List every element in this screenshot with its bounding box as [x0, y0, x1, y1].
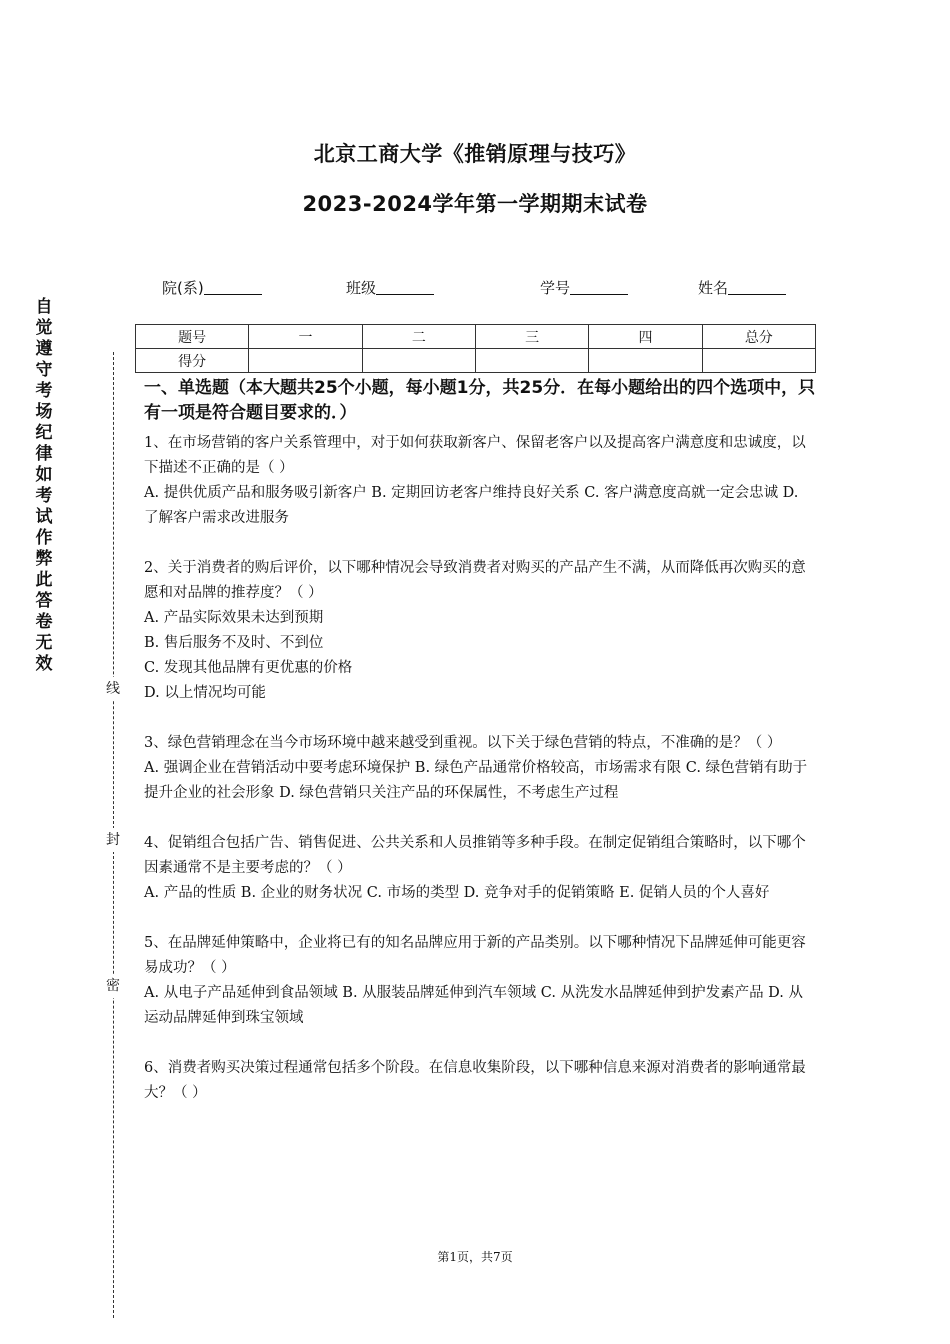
score-table-cell: 总分	[702, 325, 815, 349]
class-field	[346, 277, 434, 298]
score-input-cell[interactable]	[362, 349, 475, 373]
question-section	[144, 376, 816, 1106]
department-blank[interactable]	[204, 279, 262, 295]
name-field	[698, 277, 786, 298]
class-blank[interactable]	[376, 279, 434, 295]
class-label: 班级	[346, 279, 377, 297]
question-item	[144, 831, 816, 906]
question-text: 4、促销组合包括广告、销售促进、公共关系和人员推销等多种手段。在制定促销组合策略时，以下哪个因素通常不是主要考虑的？（ ）	[144, 835, 806, 876]
score-input-cell[interactable]	[249, 349, 362, 373]
question-text: 2、关于消费者的购后评价，以下哪种情况会导致消费者对购买的产品产生不满，从而降低再次购买的意愿和对品牌的推荐度？（ ）	[144, 560, 806, 601]
student-id-blank[interactable]	[570, 279, 628, 295]
question-item	[144, 556, 816, 706]
question-text: 3、绿色营销理念在当今市场环境中越来越受到重视。以下关于绿色营销的特点，不准确的是？（ ）	[144, 735, 782, 751]
question-option: B. 售后服务不及时、不到位	[144, 635, 324, 651]
question-option: C. 发现其他品牌有更优惠的价格	[144, 660, 353, 676]
score-table-cell: 四	[589, 325, 702, 349]
exam-discipline-notice: 自觉遵守考场纪律如考试作弊此答卷无效	[35, 297, 53, 674]
name-label: 姓名	[698, 279, 729, 297]
seal-mark-seal: 封	[104, 828, 122, 852]
question-item	[144, 1056, 816, 1106]
page-number: 第1页，共7页	[437, 1250, 513, 1264]
student-id-label: 学号	[540, 279, 571, 297]
question-text: 6、消费者购买决策过程通常包括多个阶段。在信息收集阶段，以下哪种信息来源对消费者的影响通常最大？（ ）	[144, 1060, 806, 1101]
score-table-cell: 得分	[136, 349, 249, 373]
exam-title-line1: 北京工商大学《推销原理与技巧》	[313, 142, 637, 166]
score-input-cell[interactable]	[589, 349, 702, 373]
question-item	[144, 431, 816, 531]
question-option: D. 以上情况均可能	[144, 685, 266, 701]
score-table-header-row	[136, 325, 816, 349]
question-options: A. 提供优质产品和服务吸引新客户 B. 定期回访老客户维持良好关系 C. 客户满意度高就一定会忠诚 D. 了解客户需求改进服务	[144, 485, 799, 526]
question-options: A. 强调企业在营销活动中要考虑环境保护 B. 绿色产品通常价格较高，市场需求有限 C. 绿色营销有助于提升企业的社会形象 D. 绿色营销只关注产品的环保属性，不考虑生产过程	[144, 760, 808, 801]
student-info-row	[0, 277, 950, 299]
student-id-field	[540, 277, 628, 298]
question-options: A. 从电子产品延伸到食品领域 B. 从服装品牌延伸到汽车领域 C. 从洗发水品牌延伸到护发素产品 D. 从运动品牌延伸到珠宝领域	[144, 985, 804, 1026]
question-item	[144, 931, 816, 1031]
score-table-cell: 一	[249, 325, 362, 349]
score-input-cell[interactable]	[475, 349, 588, 373]
score-table	[135, 324, 816, 373]
exam-title-line2: 2023-2024学年第一学期期末试卷	[302, 192, 648, 216]
question-text: 1、在市场营销的客户关系管理中，对于如何获取新客户、保留老客户以及提高客户满意度和忠诚度，以下描述不正确的是（ ）	[144, 435, 806, 476]
score-table-score-row	[136, 349, 816, 373]
question-option: A. 产品实际效果未达到预期	[144, 610, 324, 626]
department-label: 院(系)	[162, 279, 204, 297]
score-table-cell: 三	[475, 325, 588, 349]
question-item	[144, 731, 816, 806]
seal-mark-line: 线	[104, 677, 122, 701]
score-input-cell[interactable]	[702, 349, 815, 373]
seal-mark-secret: 密	[104, 974, 122, 998]
question-options: A. 产品的性质 B. 企业的财务状况 C. 市场的类型 D. 竞争对手的促销策略 E. 促销人员的个人喜好	[144, 885, 770, 901]
name-blank[interactable]	[728, 279, 786, 295]
score-table-cell: 题号	[136, 325, 249, 349]
question-text: 5、在品牌延伸策略中，企业将已有的知名品牌应用于新的产品类别。以下哪种情况下品牌延伸可能更容易成功？（ ）	[144, 935, 806, 976]
score-table-cell: 二	[362, 325, 475, 349]
department-field	[162, 277, 262, 298]
section-heading: 一、单选题（本大题共25个小题，每小题1分，共25分．在每小题给出的四个选项中，只有一项是符合题目要求的．）	[144, 378, 816, 423]
